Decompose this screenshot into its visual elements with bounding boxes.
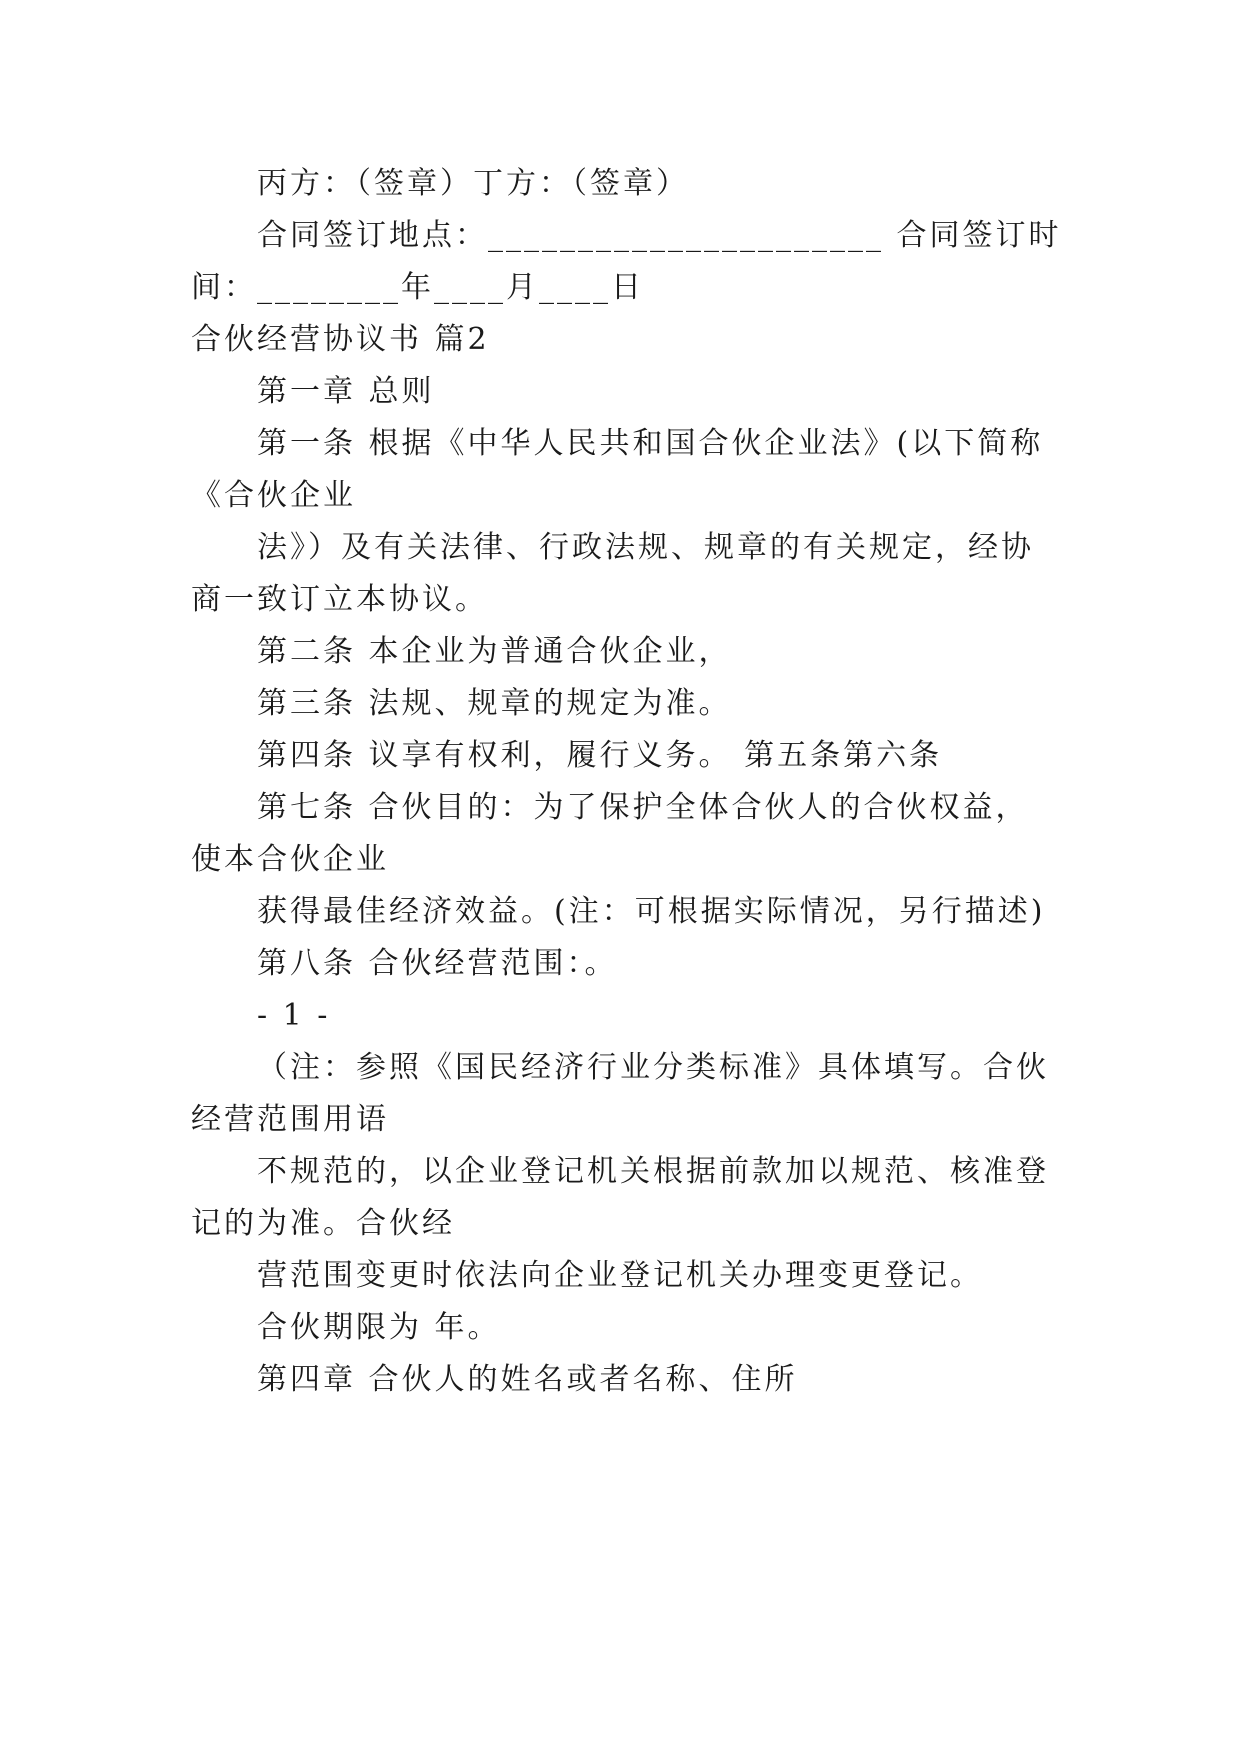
signing-place-line: 合同签订地点：______________________ 合同签订时 — [257, 218, 1062, 253]
article-line: 使本合伙企业 — [191, 842, 389, 877]
signing-date-line: 间：________年____月____日 — [191, 270, 644, 305]
article-line: 第七条 合伙目的：为了保护全体合伙人的合伙权益， — [257, 790, 1029, 825]
chapter-heading: 第一章 总则 — [257, 374, 435, 409]
chapter-heading: 第四章 合伙人的姓名或者名称、住所 — [257, 1362, 798, 1397]
article-line: 第二条 本企业为普通合伙企业， — [257, 634, 732, 669]
article-line: 商一致订立本协议。 — [191, 582, 488, 617]
note-line: 不规范的，以企业登记机关根据前款加以规范、核准登 — [257, 1154, 1049, 1189]
page-number: - 1 - — [257, 998, 331, 1033]
article-line: 获得最佳经济效益。(注：可根据实际情况，另行描述) — [257, 894, 1046, 929]
article-line: 法》）及有关法律、行政法规、规章的有关规定，经协 — [257, 530, 1034, 565]
term-line: 合伙期限为 年。 — [257, 1310, 501, 1345]
article-line: 第八条 合伙经营范围：。 — [257, 946, 618, 981]
article-line: 《合伙企业 — [191, 478, 356, 513]
article-line: 第一条 根据《中华人民共和国合伙企业法》(以下简称 — [257, 426, 1044, 461]
signature-parties-line: 丙方：（签章）丁方：（签章） — [257, 166, 689, 201]
article-line: 第四条 议享有权利，履行义务。 第五条第六条 — [257, 738, 943, 773]
section-title: 合伙经营协议书 篇2 — [191, 322, 490, 357]
note-line: 记的为准。合伙经 — [191, 1206, 455, 1241]
note-line: 营范围变更时依法向企业登记机关办理变更登记。 — [257, 1258, 983, 1293]
note-line: 经营范围用语 — [191, 1102, 389, 1137]
note-line: （注：参照《国民经济行业分类标准》具体填写。合伙 — [257, 1050, 1049, 1085]
article-line: 第三条 法规、规章的规定为准。 — [257, 686, 732, 721]
